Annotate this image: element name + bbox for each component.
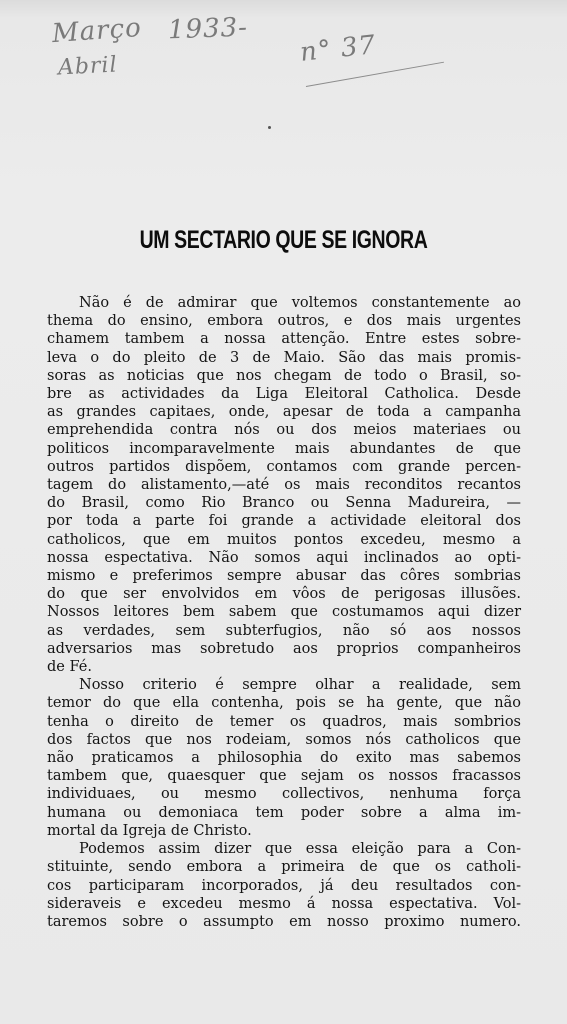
- body-line: sideraveis e excedeu mesmo á nossa espectativa. Vol-: [47, 895, 521, 912]
- body-line: bre as actividades da Liga Eleitoral Catholica. Desde: [47, 386, 521, 403]
- body-line: temor do que ella contenha, pois se ha gente, que não: [47, 695, 521, 712]
- body-line: do Brasil, como Rio Branco ou Senna Madureira, —: [47, 495, 521, 512]
- body-line: individuaes, ou mesmo collectivos, nenhuma força: [47, 786, 521, 803]
- ink-dot: [268, 126, 271, 129]
- body-line: outros partidos dispõem, contamos com grande percen-: [47, 458, 521, 475]
- body-line: de Fé.: [47, 659, 92, 676]
- handwritten-year: 1933-: [167, 12, 249, 46]
- body-line: tenha o direito de temer os quadros, mais sombrios: [47, 713, 521, 730]
- article-body: [47, 294, 521, 931]
- body-line: chamem tambem a nossa attenção. Entre estes sobre-: [47, 331, 521, 348]
- body-line: nossa espectativa. Não somos aqui inclinados ao opti-: [47, 549, 521, 566]
- body-line: adversarios mas sobretudo aos proprios companheiros: [47, 640, 521, 657]
- body-line: cos participaram incorporados, já deu resultados con-: [47, 877, 521, 894]
- body-line: não praticamos a philosophia do exito mas sabemos: [47, 750, 521, 767]
- body-line: Nossos leitores bem sabem que costumamos aqui dizer: [47, 604, 521, 621]
- body-line: taremos sobre o assumpto em nosso proximo numero.: [47, 913, 521, 930]
- body-line: emprehendida contra nós ou dos meios materiaes ou: [47, 422, 521, 439]
- article-title: UM SECTARIO QUE SE IGNORA: [139, 226, 428, 254]
- body-line: tambem que, quaesquer que sejam os nossos fracassos: [47, 768, 521, 785]
- body-line: mortal da Igreja de Christo.: [47, 822, 252, 839]
- body-line: humana ou demoniaca tem poder sobre a alma im-: [47, 804, 521, 821]
- body-line: as verdades, sem subterfugios, não só aos nossos: [47, 622, 521, 639]
- handwritten-month-second: Abril: [57, 52, 119, 81]
- body-line: catholicos, que em muitos pontos excedeu, mesmo a: [47, 531, 521, 548]
- body-line: politicos incomparavelmente mais abundantes de que: [47, 440, 521, 457]
- body-line: soras as noticias que nos chegam de todo o Brasil, so-: [47, 367, 521, 384]
- body-line: stituinte, sendo embora a primeira de que os catholi-: [47, 859, 521, 876]
- body-line: leva o do pleito de 3 de Maio. São das mais promis-: [47, 349, 521, 366]
- body-line: mismo e preferimos sempre abusar das côres sombrias: [47, 568, 521, 585]
- body-line: tagem do alistamento,—até os mais reconditos recantos: [47, 477, 521, 494]
- body-line: Não é de admirar que voltemos constantemente ao: [79, 295, 521, 311]
- body-line: thema do ensino, embora outros, e dos mais urgentes: [47, 313, 521, 330]
- body-line: do que ser envolvidos em vôos de perigosas illusões.: [47, 586, 521, 603]
- body-line: dos factos que nos rodeiam, somos nós catholicos que: [47, 731, 521, 748]
- handwritten-underline: [306, 62, 444, 87]
- body-line: por toda a parte foi grande a actividade eleitoral dos: [47, 513, 521, 530]
- handwritten-month: Março: [51, 12, 143, 50]
- handwritten-issue-number: n° 37: [298, 30, 378, 68]
- body-line: Nosso criterio é sempre olhar a realidade, sem: [79, 677, 521, 694]
- body-line: Podemos assim dizer que essa eleição para a Con-: [79, 841, 521, 858]
- body-line: as grandes capitaes, onde, apesar de toda a campanha: [47, 404, 521, 421]
